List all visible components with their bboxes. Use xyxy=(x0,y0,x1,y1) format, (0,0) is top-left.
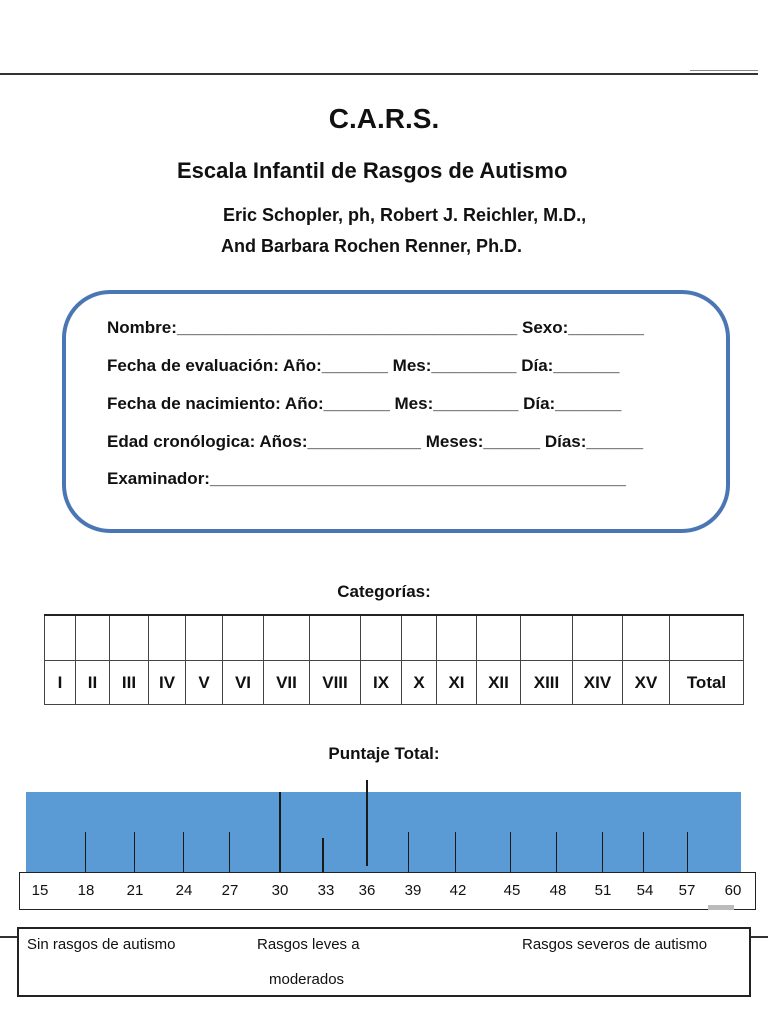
category-header: VIII xyxy=(310,661,361,705)
scale-number: 24 xyxy=(175,882,193,899)
score-cell[interactable] xyxy=(45,615,76,661)
field-examinador[interactable]: Examinador:____________________________________________ xyxy=(107,469,626,488)
category-header: XI xyxy=(437,661,477,705)
top-rule-accent xyxy=(690,70,758,71)
scale-tick xyxy=(229,832,230,872)
scale-number: 21 xyxy=(126,882,144,899)
scale-number: 18 xyxy=(77,882,95,899)
scale-tick xyxy=(366,780,368,866)
scale-tick xyxy=(602,832,603,872)
score-cell[interactable] xyxy=(310,615,361,661)
category-header: XII xyxy=(477,661,521,705)
scale-number: 36 xyxy=(358,882,376,899)
scale-tick xyxy=(322,838,324,872)
scale-tick xyxy=(643,832,644,872)
category-header: XIII xyxy=(521,661,573,705)
scale-tick xyxy=(279,792,281,872)
scale-tick xyxy=(687,832,688,872)
legend-rule-left xyxy=(0,936,17,938)
authors-line-2: And Barbara Rochen Renner, Ph.D. xyxy=(221,236,523,256)
score-cell[interactable] xyxy=(521,615,573,661)
score-scale-band xyxy=(26,792,741,872)
legend-none: Sin rasgos de autismo xyxy=(27,936,176,953)
legend-mild-line1: Rasgos leves a xyxy=(257,936,360,953)
score-cell[interactable] xyxy=(670,615,744,661)
score-entry-row xyxy=(45,615,744,661)
category-header: IX xyxy=(361,661,402,705)
categories-label: Categorías: xyxy=(337,582,431,601)
scale-tick xyxy=(134,832,135,872)
category-header-total: Total xyxy=(670,661,744,705)
score-cell[interactable] xyxy=(76,615,110,661)
category-header: IV xyxy=(149,661,186,705)
score-cell[interactable] xyxy=(402,615,437,661)
legend-mild-line2: moderados xyxy=(269,971,345,988)
scale-number: 30 xyxy=(271,882,289,899)
scale-tick xyxy=(85,832,86,872)
top-rule xyxy=(0,73,758,75)
authors-line-1: Eric Schopler, ph, Robert J. Reichler, M.D., xyxy=(223,205,587,225)
scale-tick xyxy=(183,832,184,872)
category-label-row xyxy=(45,661,744,705)
scale-number: 45 xyxy=(503,882,521,899)
score-scale-numbers xyxy=(19,872,756,910)
legend-rule-right xyxy=(751,936,768,938)
category-header: XIV xyxy=(573,661,623,705)
scale-number: 54 xyxy=(636,882,654,899)
score-cell[interactable] xyxy=(623,615,670,661)
scale-number: 48 xyxy=(549,882,567,899)
scale-number: 60 xyxy=(724,882,742,899)
total-score-label: Puntaje Total: xyxy=(328,744,440,763)
score-cell[interactable] xyxy=(223,615,264,661)
scan-mark xyxy=(708,905,734,910)
category-header: VII xyxy=(264,661,310,705)
categories-table xyxy=(44,614,744,705)
field-nombre-sexo[interactable]: Nombre:____________________________________ Sexo:________ xyxy=(107,318,644,337)
category-header: V xyxy=(186,661,223,705)
page-subtitle: Escala Infantil de Rasgos de Autismo xyxy=(177,158,568,183)
category-header: III xyxy=(110,661,149,705)
score-cell[interactable] xyxy=(437,615,477,661)
field-fecha-nacimiento[interactable]: Fecha de nacimiento: Año:_______ Mes:_________ Día:_______ xyxy=(107,394,622,413)
score-cell[interactable] xyxy=(361,615,402,661)
page-title: C.A.R.S. xyxy=(328,103,440,134)
category-header: II xyxy=(76,661,110,705)
legend-severe: Rasgos severos de autismo xyxy=(522,936,708,953)
category-header: VI xyxy=(223,661,264,705)
score-cell[interactable] xyxy=(186,615,223,661)
score-cell[interactable] xyxy=(573,615,623,661)
category-header: X xyxy=(402,661,437,705)
scale-number: 33 xyxy=(317,882,335,899)
category-header: XV xyxy=(623,661,670,705)
scale-number: 42 xyxy=(449,882,467,899)
legend-box xyxy=(17,927,751,997)
scale-tick xyxy=(455,832,456,872)
field-edad-cronologica[interactable]: Edad cronólogica: Años:____________ Meses:______ Días:______ xyxy=(107,432,644,451)
score-cell[interactable] xyxy=(149,615,186,661)
scale-number: 57 xyxy=(678,882,696,899)
category-header: I xyxy=(45,661,76,705)
scale-tick xyxy=(510,832,511,872)
scale-tick xyxy=(408,832,409,872)
scale-number: 51 xyxy=(594,882,612,899)
score-cell[interactable] xyxy=(264,615,310,661)
scale-number: 15 xyxy=(31,882,49,899)
scale-number: 27 xyxy=(221,882,239,899)
scale-tick xyxy=(556,832,557,872)
scale-number: 39 xyxy=(404,882,422,899)
field-fecha-evaluacion[interactable]: Fecha de evaluación: Año:_______ Mes:_________ Día:_______ xyxy=(107,356,620,375)
score-cell[interactable] xyxy=(110,615,149,661)
score-cell[interactable] xyxy=(477,615,521,661)
